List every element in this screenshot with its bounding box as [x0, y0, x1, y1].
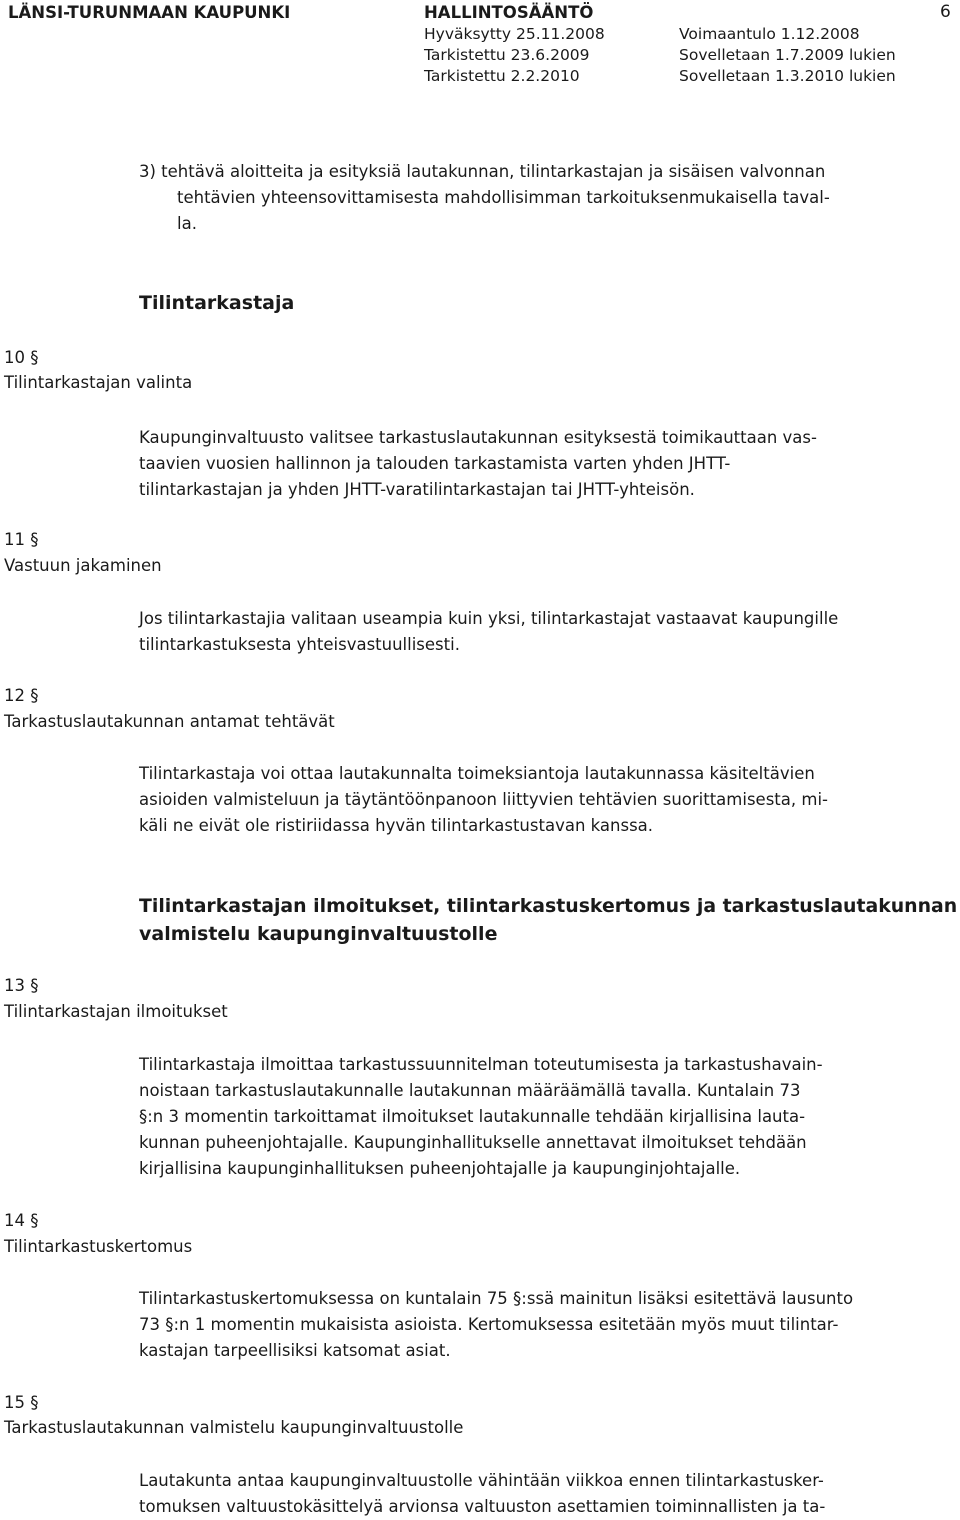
organization-name: LÄNSI-TURUNMAAN KAUPUNKI [8, 3, 291, 22]
section-12-line-3: käli ne eivät ole ristiriidassa hyvän tilintarkastustavan kanssa. [139, 816, 654, 835]
section-10-line-3: tilintarkastajan ja yhden JHTT-varatilintarkastajan tai JHTT-yhteisön. [139, 480, 695, 499]
section-13-line-1: Tilintarkastaja ilmoittaa tarkastussuunnitelman toteutumisesta ja tarkastushavain- [139, 1055, 823, 1074]
section-label-13: Tilintarkastajan ilmoitukset [4, 1002, 228, 1021]
intro-line-1: 3) tehtävä aloitteita ja esityksiä lautakunnan, tilintarkastajan ja sisäisen valvonnan [139, 162, 826, 181]
date-line-right-2: Sovelletaan 1.7.2009 lukien [679, 46, 896, 64]
section-10-line-1: Kaupunginvaltuusto valitsee tarkastuslautakunnan esityksestä toimikauttaan vas- [139, 428, 817, 447]
section-14-line-2: 73 §:n 1 momentin mukaisista asioista. Kertomuksessa esitetään myös muut tilintar- [139, 1315, 839, 1334]
section-10-line-2: taavien vuosien hallinnon ja talouden tarkastamista varten yhden JHTT- [139, 454, 731, 473]
section-14-line-1: Tilintarkastuskertomuksessa on kuntalain 75 §:ssä mainitun lisäksi esitettävä lausunto [139, 1289, 854, 1308]
section-11-line-2: tilintarkastuksesta yhteisvastuullisesti. [139, 635, 460, 654]
date-line-left-3: Tarkistettu 2.2.2010 [424, 67, 580, 85]
section-label-14: Tilintarkastuskertomus [4, 1237, 193, 1256]
section-heading-ilmoitukset-line-1: Tilintarkastajan ilmoitukset, tilintarkastuskertomus ja tarkastuslautakunnan [139, 895, 958, 917]
section-label-12: Tarkastuslautakunnan antamat tehtävät [4, 712, 335, 731]
section-13-line-5: kirjallisina kaupunginhallituksen puheenjohtajalle ja kaupunginjohtajalle. [139, 1159, 741, 1178]
section-13-line-2: noistaan tarkastuslautakunnalle lautakunnan määräämällä tavalla. Kuntalain 73 [139, 1081, 801, 1100]
date-line-left-1: Hyväksytty 25.11.2008 [424, 25, 605, 43]
intro-line-2: tehtävien yhteensovittamisesta mahdollisimman tarkoituksenmukaisella taval- [177, 188, 830, 207]
section-label-11: Vastuun jakaminen [4, 556, 162, 575]
section-13-line-4: kunnan puheenjohtajalle. Kaupunginhallitukselle annettavat ilmoitukset tehdään [139, 1133, 807, 1152]
section-number-14: 14 § [4, 1211, 39, 1230]
section-heading-tilintarkastaja: Tilintarkastaja [139, 292, 295, 314]
section-number-11: 11 § [4, 530, 39, 549]
section-14-line-3: kastajan tarpeellisiksi katsomat asiat. [139, 1341, 451, 1360]
section-12-line-1: Tilintarkastaja voi ottaa lautakunnalta toimeksiantoja lautakunnassa käsiteltävien [139, 764, 815, 783]
intro-line-3: la. [177, 214, 197, 233]
section-number-13: 13 § [4, 976, 39, 995]
document-title: HALLINTOSÄÄNTÖ [424, 3, 594, 22]
section-11-line-1: Jos tilintarkastajia valitaan useampia kuin yksi, tilintarkastajat vastaavat kaupungille [139, 609, 839, 628]
section-number-10: 10 § [4, 348, 39, 367]
section-number-15: 15 § [4, 1393, 39, 1412]
section-heading-ilmoitukset-line-2: valmistelu kaupunginvaltuustolle [139, 923, 498, 945]
section-12-line-2: asioiden valmisteluun ja täytäntöönpanoon liittyvien tehtävien suorittamisesta, mi- [139, 790, 828, 809]
page-number: 6 [940, 2, 951, 22]
date-line-left-2: Tarkistettu 23.6.2009 [424, 46, 590, 64]
section-15-line-2: tomuksen valtuustokäsittelyä arvionsa valtuuston asettamien toiminnallisten ja ta- [139, 1497, 826, 1516]
date-line-right-3: Sovelletaan 1.3.2010 lukien [679, 67, 896, 85]
section-label-15: Tarkastuslautakunnan valmistelu kaupunginvaltuustolle [4, 1418, 464, 1437]
section-label-10: Tilintarkastajan valinta [4, 373, 193, 392]
date-line-right-1: Voimaantulo 1.12.2008 [679, 25, 860, 43]
section-13-line-3: §:n 3 momentin tarkoittamat ilmoitukset lautakunnalle tehdään kirjallisina lauta- [139, 1107, 806, 1126]
section-15-line-1: Lautakunta antaa kaupunginvaltuustolle vähintään viikkoa ennen tilintarkastusker- [139, 1471, 824, 1490]
section-number-12: 12 § [4, 686, 39, 705]
